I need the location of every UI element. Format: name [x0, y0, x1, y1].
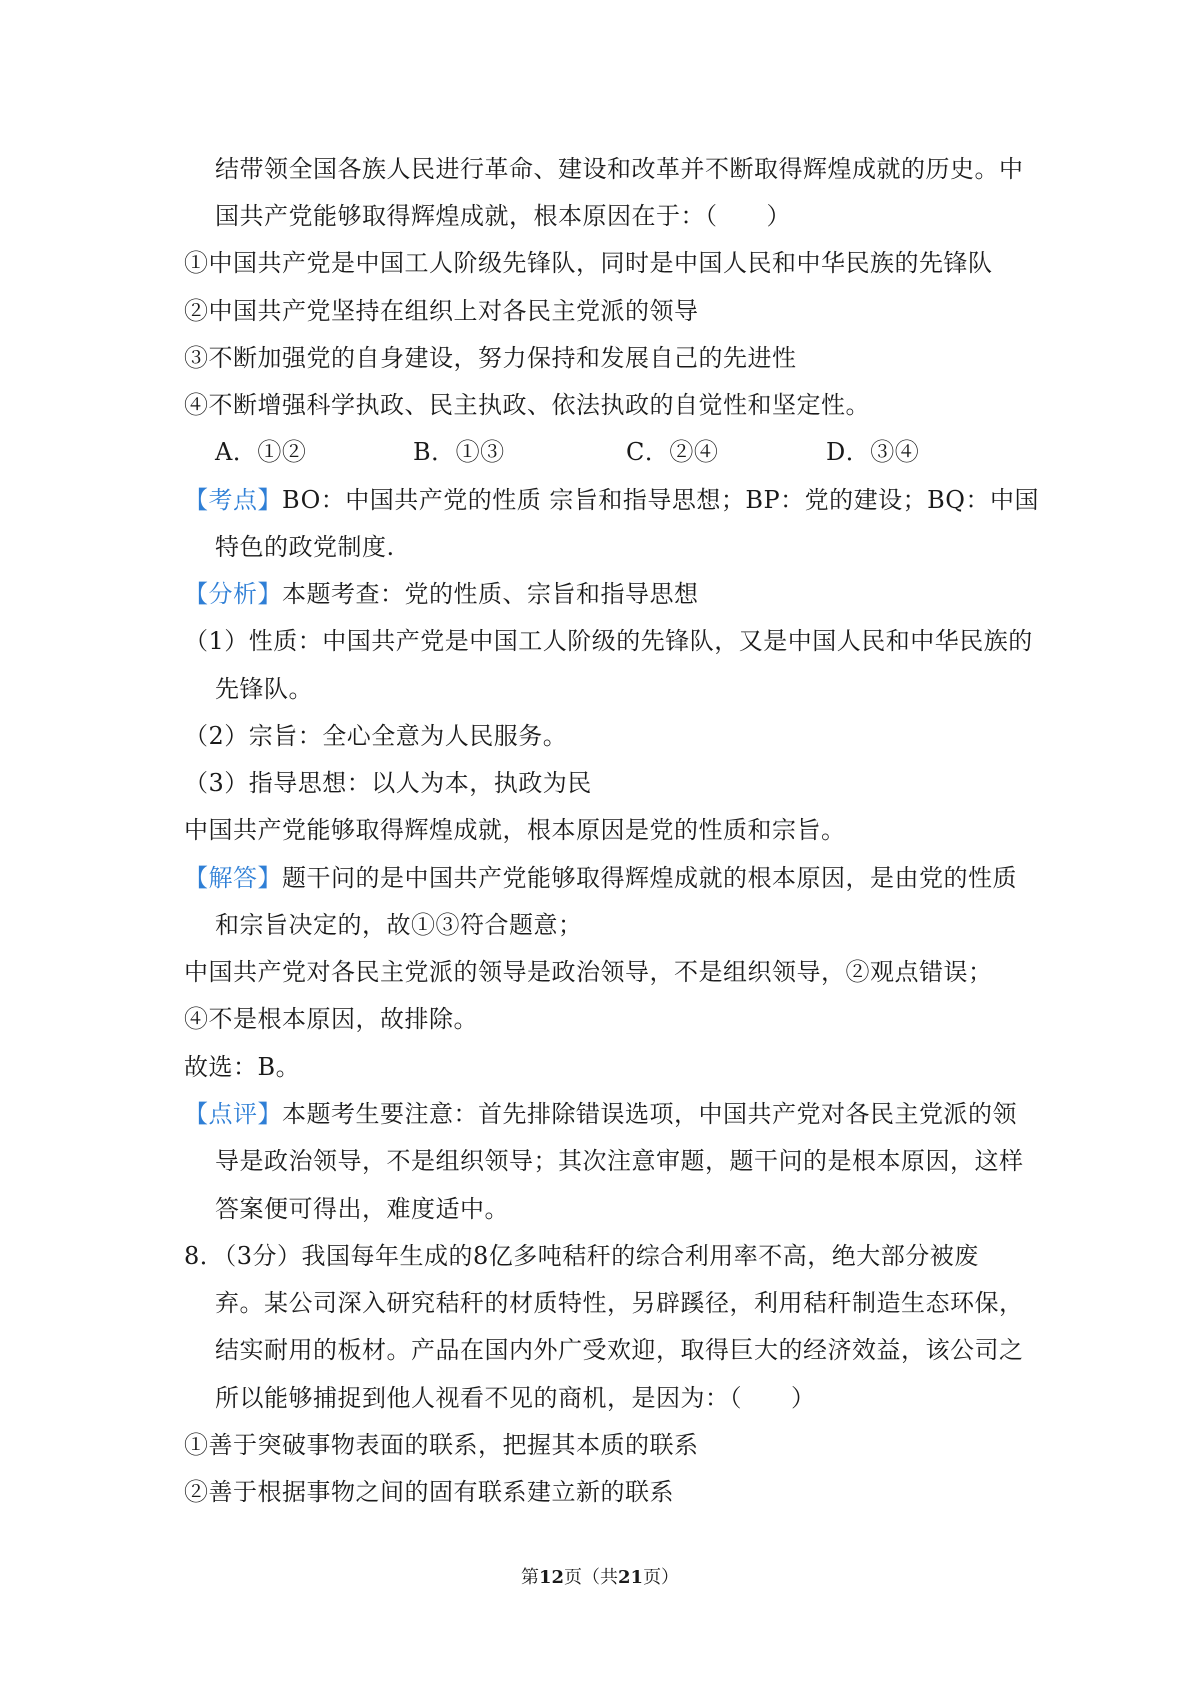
jieda-tag: 【解答】	[184, 864, 282, 892]
kaodian-text: BO：中国共产党的性质 宗旨和指导思想；BP：党的建设；BQ：中国	[282, 486, 1039, 514]
dianping-text: 本题考生要注意：首先排除错误选项，中国共产党对各民主党派的领	[282, 1100, 1017, 1128]
fenxi-line-2: （1）性质：中国共产党是中国工人阶级的先锋队，又是中国人民和中华民族的	[184, 627, 1033, 655]
option-c: C．②④	[626, 438, 719, 466]
question-8-item-2: ②善于根据事物之间的固有联系建立新的联系	[184, 1478, 674, 1506]
fenxi-line-6: 中国共产党能够取得辉煌成就，根本原因是党的性质和宗旨。	[184, 816, 846, 844]
question-8-stem-line-3: 结实耐用的板材。产品在国内外广受欢迎，取得巨大的经济效益，该公司之	[215, 1336, 1024, 1364]
dianping-line-1	[184, 1097, 1017, 1131]
jieda-line-4: ④不是根本原因，故排除。	[184, 1005, 478, 1033]
question-8-item-1: ①善于突破事物表面的联系，把握其本质的联系	[184, 1431, 699, 1459]
question-7-item-1: ①中国共产党是中国工人阶级先锋队，同时是中国人民和中华民族的先锋队	[184, 249, 993, 277]
fenxi-line-3: 先锋队。	[215, 675, 313, 703]
question-7-item-2: ②中国共产党坚持在组织上对各民主党派的领导	[184, 297, 699, 325]
kaodian-tag: 【考点】	[184, 486, 282, 514]
footer-middle: 页（共	[564, 1567, 618, 1588]
question-7-item-4: ④不断增强科学执政、民主执政、依法执政的自觉性和坚定性。	[184, 391, 870, 419]
fenxi-line-4: （2）宗旨：全心全意为人民服务。	[184, 722, 568, 750]
jieda-line-1	[184, 861, 1017, 895]
jieda-line-5: 故选：B。	[184, 1053, 301, 1081]
question-7-stem-line-1: 结带领全国各族人民进行革命、建设和改革并不断取得辉煌成就的历史。中	[215, 155, 1024, 183]
question-8-stem-line-4: 所以能够捕捉到他人视看不见的商机，是因为：（ ）	[215, 1384, 816, 1412]
option-b: B．①③	[413, 438, 505, 466]
footer-prefix: 第	[520, 1567, 539, 1588]
dianping-line-3: 答案便可得出，难度适中。	[215, 1195, 509, 1223]
question-8-stem-line-2: 弃。某公司深入研究秸秆的材质特性，另辟蹊径，利用秸秆制造生态环保，	[215, 1289, 1024, 1317]
jieda-line-2: 和宗旨决定的，故①③符合题意；	[215, 911, 583, 939]
footer-total-pages: 21	[618, 1567, 644, 1588]
dianping-tag: 【点评】	[184, 1100, 282, 1128]
jieda-line-3: 中国共产党对各民主党派的领导是政治领导，不是组织领导，②观点错误；	[184, 958, 993, 986]
fenxi-tag: 【分析】	[184, 580, 282, 608]
fenxi-text: 本题考查：党的性质、宗旨和指导思想	[282, 580, 699, 608]
fenxi-line-5: （3）指导思想：以人为本，执政为民	[184, 769, 592, 797]
question-7-options	[215, 435, 919, 469]
footer-suffix: 页）	[643, 1567, 680, 1588]
question-7-stem-line-2: 国共产党能够取得辉煌成就，根本原因在于：（ ）	[215, 202, 791, 230]
page-footer	[0, 1566, 1200, 1590]
option-d: D．③④	[826, 438, 920, 466]
jieda-text: 题干问的是中国共产党能够取得辉煌成就的根本原因，是由党的性质	[282, 864, 1017, 892]
fenxi-line-1	[184, 577, 699, 611]
question-7-item-3: ③不断加强党的自身建设，努力保持和发展自己的先进性	[184, 344, 797, 372]
option-a: A．①②	[215, 438, 307, 466]
kaodian-line-1	[184, 483, 1039, 517]
question-8-stem-line-1: 8．（3分）我国每年生成的8亿多吨秸秆的综合利用率不高，绝大部分被废	[184, 1242, 979, 1270]
dianping-line-2: 导是政治领导，不是组织领导；其次注意审题，题干问的是根本原因，这样	[215, 1147, 1024, 1175]
footer-page-number: 12	[538, 1567, 564, 1588]
kaodian-line-2: 特色的政党制度.	[215, 533, 395, 561]
